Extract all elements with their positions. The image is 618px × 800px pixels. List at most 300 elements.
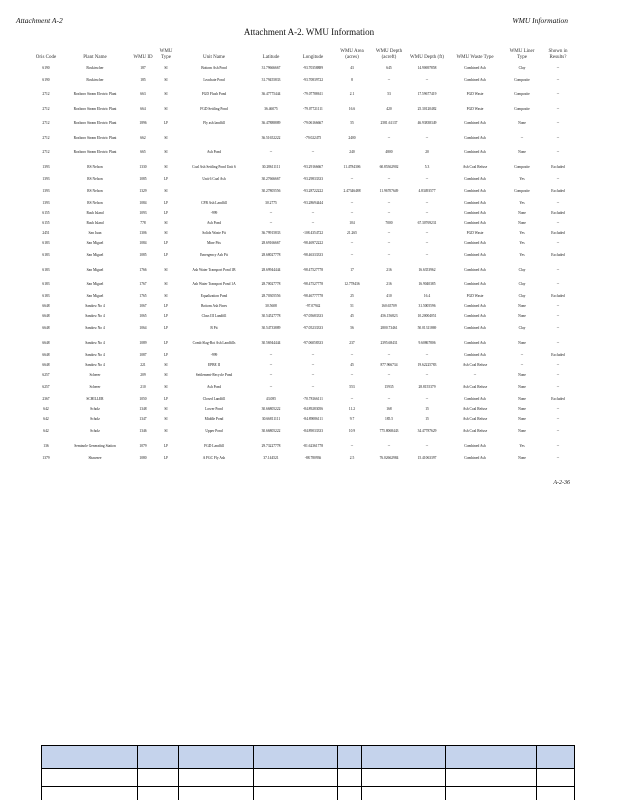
wmu-area-cell: 51 [350, 304, 354, 309]
wmu-depth-ft-cell: 16.9040385 [418, 282, 436, 287]
plant-name-cell: Sandow No 4 [85, 340, 105, 345]
wmu-table [34, 48, 576, 464]
wmu-id-cell: 1346 [139, 429, 147, 434]
unit-name-cell: Ash Water Transport Pond 1A [192, 282, 236, 287]
wmu-depth-acreft-cell: 160.65709 [381, 304, 397, 309]
shown-in-results-cell: -- [556, 455, 560, 460]
wmu-area-cell: 45 [350, 314, 354, 319]
wmu-type-cell: SI [164, 77, 168, 82]
plant-name-cell: RS Nelson [87, 176, 103, 181]
unit-name-cell: Solids Waste Pit [202, 231, 226, 236]
shown-in-results-cell: -- [556, 314, 560, 319]
plant-name-cell: Sandow No 4 [85, 352, 105, 357]
plant-name-cell: San Miguel [86, 240, 104, 245]
wmu-area-cell: 2.47346488 [343, 189, 361, 194]
wmu-area-cell: -- [350, 352, 354, 357]
longitude-cell: -79.07721111 [303, 106, 323, 111]
wmu-type-cell: LF [163, 176, 169, 181]
plant-name-cell: Roxboro Steam Electric Plant [73, 135, 117, 140]
table-row [34, 185, 576, 200]
shown-in-results-cell: -- [556, 92, 560, 97]
waste-type-cell: Ash Coal Refuse [462, 429, 488, 434]
latitude-cell: 36.51652222 [261, 135, 281, 140]
waste-type-cell: FGD Waste [466, 294, 484, 299]
wmu-id-cell: 209 [140, 372, 146, 377]
longitude-cell: -93.70839722 [302, 77, 324, 82]
wmu-id-cell: 662 [140, 135, 146, 140]
latitude-cell: 28.69166667 [261, 240, 281, 245]
col-header-plant: Plant Name [83, 54, 107, 60]
col-header-longitude: Longitude [302, 54, 324, 60]
footer-col-line [178, 745, 179, 800]
unit-name-cell: Middle Pond [204, 416, 224, 421]
plant-name-cell: Sandow No 4 [85, 326, 105, 331]
plant-name-cell: San Miguel [86, 267, 104, 272]
wmu-id-cell: 1089 [139, 340, 147, 345]
shown-in-results-cell: -- [556, 304, 560, 309]
wmu-id-cell: 1085 [139, 176, 147, 181]
latitude-cell: 36.47775444 [261, 92, 281, 97]
wmu-id-cell: 1065 [139, 314, 147, 319]
unit-name-cell: Fly ash landfill [203, 121, 225, 126]
shown-in-results-cell: Excluded [551, 397, 565, 402]
table-row [34, 415, 576, 425]
col-header-wmu-type: WMU Type [159, 49, 173, 60]
longitude-cell: -98.47527778 [302, 282, 324, 287]
footer-table-row [41, 769, 575, 800]
wmu-type-cell: SI [164, 407, 168, 412]
wmu-area-cell: 11.4784306 [343, 164, 361, 169]
page-number: A-2-36 [553, 480, 570, 486]
latitude-cell: 30.54733889 [261, 326, 281, 331]
liner-type-cell: Composite [514, 92, 530, 97]
wmu-depth-acreft-cell: -- [387, 372, 391, 377]
plant-name-cell: RS Nelson [87, 189, 103, 194]
wmu-depth-acreft-cell: -- [387, 397, 391, 402]
oris-code-cell: 1393 [42, 164, 50, 169]
longitude-cell: -70.78166111 [303, 397, 323, 402]
wmu-type-cell: LF [163, 201, 169, 206]
latitude-cell: 37.144521 [263, 455, 279, 460]
latitude-cell: 30.27805556 [261, 189, 281, 194]
wmu-depth-acreft-cell: 420 [386, 106, 392, 111]
latitude-cell: 30.66805222 [261, 429, 281, 434]
wmu-id-cell: 187 [140, 65, 146, 70]
col-header-latitude: Latitude [262, 54, 280, 60]
liner-type-cell: Composite [514, 189, 530, 194]
wmu-area-cell: 16.6 [348, 106, 356, 111]
waste-type-cell: Combined Ash [464, 201, 486, 206]
wmu-depth-ft-cell: -- [425, 211, 429, 216]
shown-in-results-cell: -- [556, 201, 560, 206]
waste-type-cell: Ash Coal Refuse [462, 416, 488, 421]
plant-name-cell: SCHILLER [86, 397, 104, 402]
longitude-cell: -97.07942 [305, 304, 321, 309]
wmu-id-cell: 210 [140, 384, 146, 389]
liner-type-cell: -- [520, 362, 524, 367]
waste-type-cell: Combined Ash [464, 340, 486, 345]
plant-name-cell: San Juan [88, 231, 102, 236]
table-row [34, 263, 576, 278]
liner-type-cell: None [518, 384, 526, 389]
longitude-cell: -93.28722222 [302, 189, 324, 194]
wmu-depth-acreft-cell: 15935 [384, 384, 394, 389]
wmu-type-cell: SI [164, 384, 168, 389]
wmu-area-cell: 56 [350, 326, 354, 331]
wmu-depth-acreft-cell: 877.966734 [380, 362, 398, 367]
longitude-cell: -108.4354722 [302, 231, 324, 236]
shown-in-results-cell: -- [556, 407, 560, 412]
table-row [34, 131, 576, 146]
shown-in-results-cell: -- [556, 372, 560, 377]
shown-in-results-cell: -- [556, 176, 560, 181]
footer-table-fragment [41, 745, 575, 800]
longitude-cell: -97.05233333 [302, 326, 324, 331]
oris-code-cell: 6648 [42, 326, 50, 331]
wmu-depth-ft-cell: -- [425, 443, 429, 448]
unit-name-cell: Ash Pond [206, 150, 222, 155]
wmu-area-cell: -- [350, 201, 354, 206]
oris-code-cell: 6183 [42, 267, 50, 272]
longitude-cell: -- [311, 372, 315, 377]
wmu-area-cell: 104 [349, 221, 355, 226]
latitude-cell: -- [269, 352, 273, 357]
liner-type-cell: Yes [519, 443, 525, 448]
liner-type-cell: -- [520, 352, 524, 357]
plant-name-cell: Scherer [89, 372, 101, 377]
col-header-wmu-id: WMU ID [133, 54, 153, 60]
table-row [34, 292, 576, 302]
table-row [34, 361, 576, 371]
wmu-id-cell: 1348 [139, 407, 147, 412]
oris-code-cell: 6183 [42, 240, 50, 245]
unit-name-cell: Ash Water Transport Pond 1B [192, 267, 236, 272]
waste-type-cell: FGD Waste [466, 92, 484, 97]
unit-name-cell: Ash Pond [206, 384, 222, 389]
latitude-cell: 28.68027778 [261, 253, 281, 258]
wmu-depth-acreft-cell: 76.02662984 [379, 455, 399, 460]
shown-in-results-cell: -- [556, 416, 560, 421]
shown-in-results-cell: Excluded [551, 189, 565, 194]
wmu-depth-ft-cell: -- [425, 253, 429, 258]
latitude-cell: -- [269, 211, 273, 216]
unit-name-cell: -999 [210, 352, 218, 357]
wmu-depth-acreft-cell: 60.85362902 [379, 164, 399, 169]
wmu-depth-acreft-cell: 216 [386, 282, 392, 287]
wmu-depth-ft-cell: 34.47787629 [417, 429, 437, 434]
table-row [34, 312, 576, 322]
waste-type-cell: Combined Ash [464, 189, 486, 194]
longitude-cell: -98.46972222 [302, 240, 324, 245]
wmu-depth-ft-cell: 14.90697858 [417, 65, 437, 70]
wmu-id-cell: 1330 [139, 164, 147, 169]
wmu-area-cell: -- [350, 443, 354, 448]
wmu-depth-acreft-cell: -- [387, 135, 391, 140]
wmu-type-cell: SI [164, 92, 168, 97]
longitude-cell: -79.022475 [304, 135, 322, 140]
longitude-cell: -84.89283056 [302, 407, 324, 412]
unit-name-cell: Comb Slag-Bot Ash Landfills [192, 340, 236, 345]
oris-code-cell: 642 [43, 407, 49, 412]
unit-name-cell: Equalization Pond [200, 294, 228, 299]
latitude-cell: 36.47888889 [261, 121, 281, 126]
wmu-type-cell: LF [163, 304, 169, 309]
unit-name-cell: Closed Landfill [202, 397, 226, 402]
liner-type-cell: None [518, 221, 526, 226]
shown-in-results-cell: -- [556, 362, 560, 367]
unit-name-cell: Class III Landfill [201, 314, 227, 319]
latitude-cell: 30.2775 [265, 201, 277, 206]
unit-name-cell: Upper Pond [205, 429, 223, 434]
liner-type-cell: None [518, 455, 526, 460]
wmu-type-cell: SI [164, 221, 168, 226]
unit-name-cell: FGD Landfill [204, 443, 224, 448]
wmu-id-cell: 1085 [139, 253, 147, 258]
longitude-cell: -79.06166667 [302, 121, 324, 126]
table-row [34, 239, 576, 249]
wmu-depth-acreft-cell: 456.156823 [380, 314, 398, 319]
shown-in-results-cell: -- [556, 65, 560, 70]
oris-code-cell: 6183 [42, 253, 50, 258]
table-row [34, 454, 576, 464]
wmu-depth-acreft-cell: 410 [386, 294, 392, 299]
footer-col-line [337, 745, 338, 800]
wmu-id-cell: 1080 [139, 455, 147, 460]
wmu-depth-acreft-cell: -- [387, 352, 391, 357]
wmu-depth-ft-cell: 20 [425, 150, 429, 155]
longitude-cell: -97.06058333 [302, 340, 324, 345]
plant-name-cell: Rush Island [86, 211, 104, 216]
waste-type-cell: -- [473, 372, 477, 377]
oris-code-cell: 2712 [42, 150, 50, 155]
longitude-cell: -- [311, 211, 315, 216]
waste-type-cell: Combined Ash [464, 397, 486, 402]
wmu-depth-ft-cell: -- [425, 135, 429, 140]
col-header-depth-ft: WMU Depth (ft) [410, 54, 444, 60]
waste-type-cell: Combined Ash [464, 121, 486, 126]
wmu-type-cell: SI [164, 189, 168, 194]
plant-name-cell: Sandow No 4 [85, 304, 105, 309]
shown-in-results-cell: -- [556, 121, 560, 126]
wmu-depth-acreft-cell: 168 [386, 407, 392, 412]
waste-type-cell: Ash Coal Refuse [462, 362, 488, 367]
oris-code-cell: 6648 [42, 304, 50, 309]
wmu-id-cell: 1329 [139, 189, 147, 194]
wmu-id-cell: 1765 [139, 294, 147, 299]
wmu-type-cell: LF [163, 211, 169, 216]
wmu-area-cell: 240 [349, 150, 355, 155]
unit-name-cell: Settlement-Recycle Pond [195, 372, 233, 377]
wmu-type-cell: SI [164, 65, 168, 70]
wmu-area-cell: -- [350, 176, 354, 181]
unit-name-cell: Ash Pond [206, 221, 222, 226]
table-row [34, 146, 576, 161]
longitude-cell: -- [311, 384, 315, 389]
shown-in-results-cell: Excluded [551, 231, 565, 236]
waste-type-cell: Ash Coal Refuse [462, 164, 488, 169]
oris-code-cell: 1393 [42, 201, 50, 206]
footer-col-line [445, 745, 446, 800]
shown-in-results-cell: -- [556, 282, 560, 287]
table-row [34, 425, 576, 440]
liner-type-cell: Yes [519, 253, 525, 258]
liner-type-cell: Yes [519, 231, 525, 236]
unit-name-cell: Bottom Ash Pond [201, 65, 227, 70]
oris-code-cell: 2712 [42, 92, 50, 97]
wmu-depth-ft-cell: 5.3 [424, 164, 430, 169]
wmu-depth-ft-cell: 50.01311869 [417, 326, 437, 331]
plant-name-cell: Boskirscher [86, 77, 104, 82]
plant-name-cell: Scholz [90, 429, 100, 434]
longitude-cell: -- [311, 221, 315, 226]
liner-type-cell: Composite [514, 106, 530, 111]
shown-in-results-cell: -- [556, 326, 560, 331]
wmu-id-cell: 1767 [139, 282, 147, 287]
latitude-cell: -- [269, 362, 273, 367]
plant-name-cell: Sandow No 4 [85, 362, 105, 367]
latitude-cell: 30.5608 [265, 304, 277, 309]
oris-code-cell: 6648 [42, 340, 50, 345]
plant-name-cell: RS Nelson [87, 164, 103, 169]
plant-name-cell: Roxboro Steam Electric Plant [73, 92, 117, 97]
wmu-depth-ft-cell: 16.6353962 [418, 267, 436, 272]
wmu-depth-ft-cell: 4.83493577 [418, 189, 436, 194]
header-left: Attachment A-2 [16, 16, 63, 25]
waste-type-cell: Combined Ash [464, 77, 486, 82]
table-row [34, 351, 576, 361]
liner-type-cell: None [518, 397, 526, 402]
col-header-liner-type: WMU Liner Type [509, 49, 535, 60]
unit-name-cell: Coal Ash Settling Pond Unit 6 [192, 164, 236, 169]
wmu-area-cell: 553 [349, 384, 355, 389]
liner-type-cell: Clay [518, 326, 526, 331]
latitude-cell: 36.46075 [264, 106, 278, 111]
longitude-cell: -98.47527778 [302, 267, 324, 272]
footer-col-line [361, 745, 362, 800]
waste-type-cell: Combined Ash [464, 443, 486, 448]
wmu-type-cell: LF [163, 397, 169, 402]
plant-name-cell: San Miguel [86, 253, 104, 258]
plant-name-cell: Rush Island [86, 221, 104, 226]
table-row [34, 278, 576, 293]
plant-name-cell: Sandow No 4 [85, 314, 105, 319]
wmu-depth-acreft-cell: -- [387, 231, 391, 236]
wmu-id-cell: 664 [140, 106, 146, 111]
wmu-depth-acreft-cell: -- [387, 77, 391, 82]
shown-in-results-cell: Excluded [551, 164, 565, 169]
latitude-cell: 30.66805222 [261, 407, 281, 412]
wmu-area-cell: 17 [350, 267, 354, 272]
oris-code-cell: 6190 [42, 65, 50, 70]
wmu-depth-ft-cell: 28.8155379 [418, 384, 436, 389]
table-row [34, 336, 576, 351]
latitude-cell: 31.79666667 [261, 65, 281, 70]
footer-table-header [41, 745, 575, 769]
waste-type-cell: Combined Ash [464, 455, 486, 460]
wmu-id-cell: 665 [140, 150, 146, 155]
wmu-type-cell: SI [164, 106, 168, 111]
wmu-depth-acreft-cell: 645 [386, 65, 392, 70]
longitude-cell: -98.46777778 [302, 294, 324, 299]
table-row [34, 381, 576, 396]
unit-name-cell: Unit 6 Coal Ash [202, 176, 226, 181]
table-row [34, 209, 576, 219]
table-row [34, 371, 576, 381]
waste-type-cell: Combined Ash [464, 253, 486, 258]
wmu-depth-acreft-cell: 2395.68431 [380, 340, 398, 345]
plant-name-cell: Scholz [90, 416, 100, 421]
wmu-area-cell: 11.2 [348, 407, 356, 412]
oris-code-cell: 6648 [42, 314, 50, 319]
waste-type-cell: Combined Ash [464, 267, 486, 272]
liner-type-cell: None [518, 340, 526, 345]
waste-type-cell: Combined Ash [464, 282, 486, 287]
footer-col-line [253, 745, 254, 800]
wmu-area-cell: 9.7 [349, 416, 355, 421]
oris-code-cell: 6648 [42, 352, 50, 357]
latitude-cell: 30.28611111 [261, 164, 281, 169]
plant-name-cell: Roxboro Steam Electric Plant [73, 121, 117, 126]
liner-type-cell: Clay [518, 267, 526, 272]
longitude-cell: -97.05683333 [302, 314, 324, 319]
wmu-type-cell: SI [164, 135, 168, 140]
wmu-type-cell: LF [163, 352, 169, 357]
oris-code-cell: 1393 [42, 176, 50, 181]
liner-type-cell: None [518, 372, 526, 377]
unit-name-cell: A FGC Fly Ash [202, 455, 226, 460]
wmu-id-cell: 663 [140, 92, 146, 97]
oris-code-cell: 2712 [42, 106, 50, 111]
longitude-cell: -93.29166667 [302, 164, 324, 169]
wmu-area-cell: -- [350, 372, 354, 377]
wmu-depth-ft-cell: 15 [425, 416, 429, 421]
liner-type-cell: Clay [518, 294, 526, 299]
shown-in-results-cell: -- [556, 443, 560, 448]
latitude-cell: 28.69944444 [261, 267, 281, 272]
unit-name-cell: Mine Pits [207, 240, 221, 245]
wmu-depth-ft-cell: -- [425, 176, 429, 181]
wmu-area-cell: 2400 [348, 135, 356, 140]
shown-in-results-cell: Excluded [551, 253, 565, 258]
liner-type-cell: Composite [514, 164, 530, 169]
waste-type-cell: Combined Ash [464, 314, 486, 319]
wmu-id-cell: 1306 [139, 231, 147, 236]
longitude-cell: -84.89033333 [302, 429, 324, 434]
wmu-id-cell: 221 [140, 362, 146, 367]
table-row [34, 88, 576, 103]
latitude-cell: 30.56944444 [261, 340, 281, 345]
wmu-depth-acreft-cell: 4800 [385, 150, 393, 155]
table-row [34, 322, 576, 337]
wmu-id-cell: 1087 [139, 352, 147, 357]
wmu-id-cell: 1050 [139, 397, 147, 402]
wmu-depth-acreft-cell: 53 [387, 92, 391, 97]
shown-in-results-cell: -- [556, 240, 560, 245]
wmu-depth-ft-cell: 16.4 [423, 294, 431, 299]
wmu-depth-ft-cell: 46.93838349 [417, 121, 437, 126]
waste-type-cell: Combined Ash [464, 240, 486, 245]
unit-name-cell: Bottom Ash Fines [201, 304, 227, 309]
unit-name-cell: Leachate Pond [203, 77, 225, 82]
liner-type-cell: None [518, 407, 526, 412]
longitude-cell: -93.29833333 [302, 176, 324, 181]
unit-name-cell: EPBE II [207, 362, 221, 367]
oris-code-cell: 6183 [42, 294, 50, 299]
latitude-cell: 36.79915833 [261, 231, 281, 236]
table-row [34, 73, 576, 88]
table-row [34, 199, 576, 209]
wmu-area-cell: 237 [349, 340, 355, 345]
